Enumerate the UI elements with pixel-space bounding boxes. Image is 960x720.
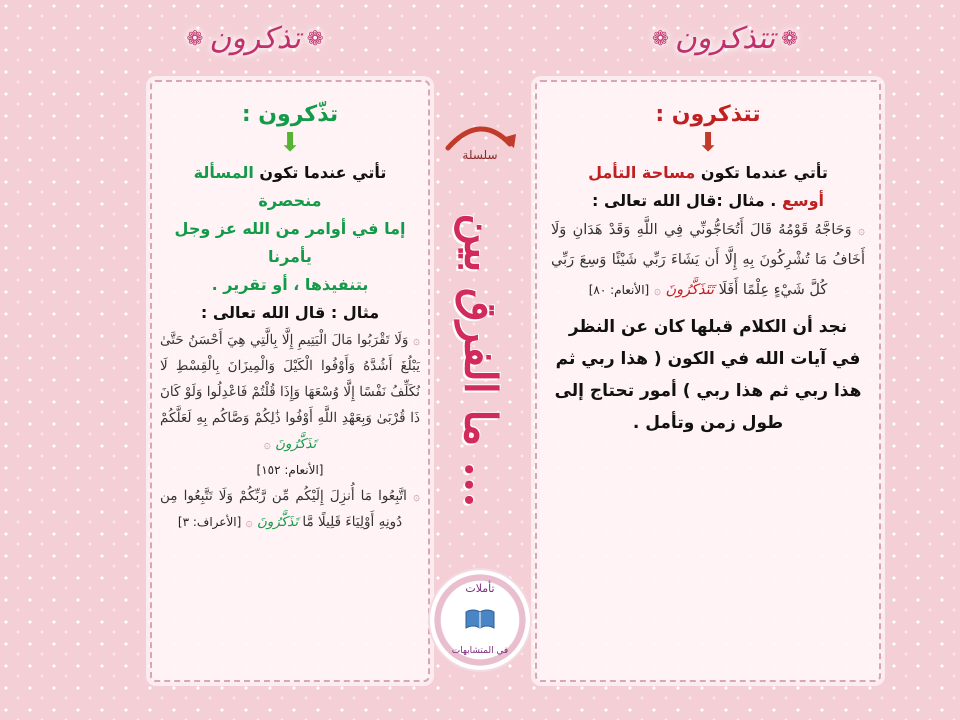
left-ref-1: [الأنعام: ١٥٢] bbox=[256, 463, 324, 477]
center-title-text: ما الفرق بين ... bbox=[454, 212, 506, 508]
logo-bottom-text: في المتشابهات bbox=[451, 646, 509, 656]
center-title bbox=[420, 180, 540, 540]
ornament-icon: ❁ bbox=[781, 26, 799, 50]
left-line-1: تأتي عندما تكون المسألة منحصرة bbox=[193, 163, 387, 210]
left-heading: تذّكرون : bbox=[241, 102, 339, 127]
left-badge-text: تذكرون bbox=[209, 20, 301, 56]
ornament-icon: ۞ bbox=[857, 223, 865, 237]
right-heading: تتذكرون : bbox=[655, 102, 761, 127]
left-example: مثال : قال الله تعالى : bbox=[200, 303, 380, 322]
left-title-badge bbox=[160, 16, 350, 60]
right-line-2: أوسع . مثال :قال الله تعالى : bbox=[591, 191, 825, 210]
right-title-badge bbox=[625, 16, 825, 60]
left-panel bbox=[150, 80, 430, 682]
right-panel bbox=[535, 80, 881, 682]
ornament-icon: ۞ bbox=[245, 515, 253, 529]
ornament-icon: ۞ bbox=[263, 437, 271, 451]
right-explanation bbox=[537, 159, 879, 215]
left-line-2: إما في أوامر من الله عز وجل يأمرنا bbox=[174, 219, 406, 266]
down-arrow-icon: ⬇ bbox=[697, 128, 719, 158]
quran-book-icon bbox=[464, 608, 496, 630]
ornament-icon: ۞ bbox=[412, 333, 420, 347]
logo-top-text: تأملات bbox=[465, 582, 495, 595]
ornament-icon: ۞ bbox=[653, 283, 661, 297]
right-ref: [الأنعام: ٨٠] bbox=[588, 283, 650, 297]
down-arrow-icon: ⬇ bbox=[279, 128, 301, 158]
ornament-icon: ❁ bbox=[306, 26, 324, 50]
left-explanation bbox=[152, 159, 428, 327]
series-label: سلسلة bbox=[462, 148, 498, 162]
right-badge-text: تتذكرون bbox=[674, 20, 776, 56]
ornament-icon: ۞ bbox=[412, 489, 420, 503]
left-quote-1: ۞ وَلَا تَقْرَبُوا مَالَ الْيَتِيمِ إِلَّا بِالَّتِي هِيَ أَحْسَنُ حَتَّىٰ يَبْلُغَ أَشُدَّهُ وَأَوْفُوا الْكَيْلَ وَالْمِيزَانَ بِالْقِسْطِ لَا نُكَلِّفُ نَفْسًا إِلَّا وُسْعَهَا وَإِذَا قُلْتُمْ فَاعْدِلُوا وَلَوْ كَانَ ذَا قُرْبَىٰ وَبِعَهْدِ اللَّهِ أَوْفُوا ذَٰلِكُمْ وَصَّاكُم بِهِ لَعَلَّكُمْ تَذَكَّرُونَ ۞ [الأنعام: ١٥٢] bbox=[152, 327, 428, 483]
ornament-icon: ❁ bbox=[186, 26, 204, 50]
right-conclusion: نجد أن الكلام قبلها كان عن النظر في آيات الله في الكون ( هذا ربي ثم هذا ربي ثم هذا ربي ) أمور تحتاج إلى طول زمن وتأمل . bbox=[554, 317, 862, 433]
logo bbox=[430, 570, 530, 670]
left-line-3: بتنفيذها ، أو تقرير . bbox=[211, 275, 369, 294]
left-quote-2: ۞ اتَّبِعُوا مَا أُنزِلَ إِلَيْكُم مِّن رَّبِّكُمْ وَلَا تَتَّبِعُوا مِن دُونِهِ أَوْلِيَاءَ قَلِيلًا مَّا تَذَكَّرُونَ ۞ [الأعراف: ٣] bbox=[160, 488, 420, 530]
right-line-1: تأتي عندما تكون مساحة التأمل bbox=[588, 163, 828, 182]
left-ref-2: [الأعراف: ٣] bbox=[177, 515, 242, 529]
right-quote: ۞ وَحَاجَّهُ قَوْمُهُ قَالَ أَتُحَاجُّونِّي فِي اللَّهِ وَقَدْ هَدَانِ وَلَا أَخَافُ مَا تُشْرِكُونَ بِهِ إِلَّا أَن يَشَاءَ رَبِّي شَيْئًا وَسِعَ رَبِّي كُلَّ شَيْءٍ عِلْمًا أَفَلَا تَتَذَكَّرُونَ ۞ [الأنعام: ٨٠] bbox=[551, 222, 865, 298]
ornament-icon: ❁ bbox=[651, 26, 669, 50]
